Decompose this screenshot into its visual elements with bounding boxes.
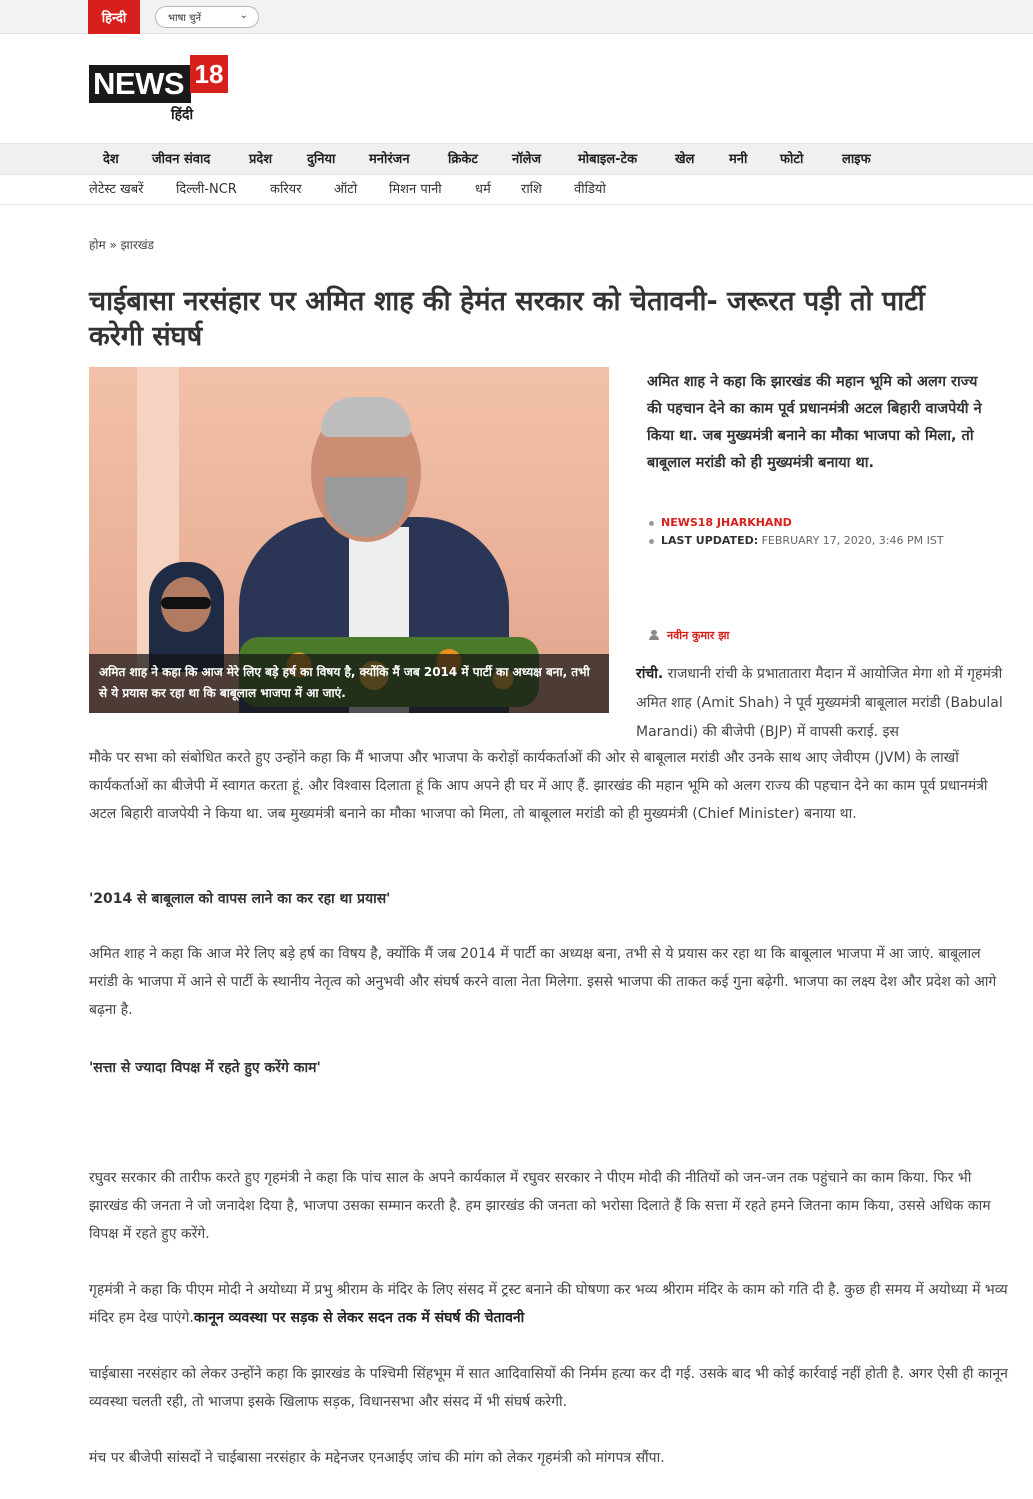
top-bar (0, 0, 1033, 34)
nav2-item-rashi[interactable]: राशि (521, 182, 542, 197)
breadcrumb-section[interactable]: झारखंड (120, 238, 154, 252)
nav-item-khel[interactable]: खेल (675, 152, 695, 167)
article-meta (647, 514, 944, 550)
article-paragraph: मौके पर सभा को संबोधित करते हुए उन्होंने कहा कि मैं भाजपा और भाजपा के करोड़ों कार्यकर्ताओं की ओर से बाबूलाल मरांडी और उनके साथ आए जेवीएम (JVM) के लाखों कार्यकर्ताओं का बीजेपी में स्वागत करता हूं. और विश्वास दिलाता हूं कि आप अपने ही घर में आए हैं. झारखंड की महान भूमि को अलग राज्य की पहचान देने का काम पूर्व प्रधानमंत्री अटल बिहारी वाजपेयी ने किया था. जब मुख्यमंत्री बनाने का मौका भाजपा को मिला, तो बाबूलाल मरांडी को ही मुख्यमंत्री (Chief Minister) बनाया था. (89, 750, 988, 822)
last-updated-label: LAST UPDATED: (661, 534, 759, 547)
dateline: रांची. (636, 666, 664, 682)
breadcrumb-separator: » (109, 238, 117, 252)
article-source[interactable]: NEWS18 JHARKHAND (661, 516, 792, 529)
article-paragraph: मंच पर बीजेपी सांसदों ने चाईबासा नरसंहार के मद्देनजर एनआईए जांच की मांग को लेकर गृहमंत्री को मांगपत्र सौंपा. (89, 1450, 665, 1466)
nav2-item-video[interactable]: वीडियो (574, 182, 606, 197)
article-paragraph-intro: रांची. राजधानी रांची के प्रभातातारा मैदान में आयोजित मेगा शो में गृहमंत्री अमित शाह (Amit Shah) ने पूर्व मुख्यमंत्री बाबूलाल मरांडी (Babulal Marandi) की बीजेपी (BJP) में वापसी कराई. इस (636, 666, 1003, 740)
nav-item-pradesh[interactable]: प्रदेश (249, 152, 273, 167)
nav2-item-career[interactable]: करियर (270, 182, 302, 197)
article-author[interactable] (649, 628, 729, 643)
chevron-down-icon: ⌄ (239, 10, 248, 21)
language-select-label: भाषा चुनें (168, 13, 202, 24)
nav-item-money[interactable]: मनी (729, 152, 748, 167)
article-subheading: '2014 से बाबूलाल को वापस लाने का कर रहा था प्रयास' (89, 891, 391, 907)
logo-hindi-text: हिंदी (171, 107, 194, 123)
nav-item-duniya[interactable]: दुनिया (307, 152, 336, 167)
article-paragraph: गृहमंत्री ने कहा कि पीएम मोदी ने अयोध्या में प्रभु श्रीराम के मंदिर के लिए संसद में ट्रस्ट बनाने की घोषणा कर भव्य श्रीराम मंदिर के काम को गति दी है. कुछ ही समय में अयोध्या में भव्य मंदिर हम देख पाएंगे.कानून व्यवस्था पर सड़क से लेकर सदन तक में संघर्ष की चेतावनी (89, 1282, 1008, 1326)
article-hero-image (89, 367, 609, 713)
breadcrumb-home[interactable]: होम (89, 238, 106, 252)
nav2-item-latest[interactable]: लेटेस्ट खबरें (89, 182, 144, 197)
nav-item-life[interactable]: लाइफ (842, 152, 871, 167)
logo-18-badge: 18 (190, 55, 228, 93)
nav-item-desh[interactable]: देश (103, 152, 119, 167)
nav-item-knowledge[interactable]: नॉलेज (512, 152, 542, 167)
image-caption: अमित शाह ने कहा कि आज मेरे लिए बड़े हर्ष का विषय है, क्योंकि मैं जब 2014 में पार्टी का अध्यक्ष बना, तभी से ये प्रयास कर रहा था कि बाबूलाल भाजपा में आ जाएं. (89, 654, 609, 713)
inline-subheading: कानून व्यवस्था पर सड़क से लेकर सदन तक में संघर्ष की चेतावनी (193, 1310, 525, 1326)
language-tab-hindi[interactable]: हिन्दी (88, 0, 140, 34)
article-paragraph: चाईबासा नरसंहार को लेकर उन्होंने कहा कि झारखंड के पश्चिमी सिंहभूम में सात आदिवासियों की निर्मम हत्या कर दी गई. उसके बाद भी कोई कार्रवाई नहीं होती है. अगर ऐसी ही कानून व्यवस्था चलती रही, तो भाजपा इसके खिलाफ सड़क, विधानसभा और संसद में भी संघर्ष करेगी. (89, 1366, 1008, 1410)
primary-nav (0, 143, 1033, 175)
nav-item-cricket[interactable]: क्रिकेट (448, 152, 478, 167)
nav-item-photo[interactable]: फोटो (780, 152, 804, 167)
article-paragraph: अमित शाह ने कहा कि आज मेरे लिए बड़े हर्ष का विषय है, क्योंकि मैं जब 2014 में पार्टी का अध्यक्ष बना, तभी से ये प्रयास कर रहा था कि बाबूलाल भाजपा में आ जाएं. बाबूलाल मरांडी के भाजपा में आने से पार्टी के स्थानीय नेतृत्व को अनुभवी और संघर्ष करने वाला नेता मिलेगा. इससे भाजपा की ताकत कई गुना बढ़ेगी. भाजपा का लक्ष्य देश और प्रदेश को आगे बढ़ना है. (89, 946, 997, 1018)
secondary-nav (0, 175, 1033, 205)
nav-item-manoranjan[interactable]: मनोरंजन (369, 152, 410, 167)
nav2-item-mission-paani[interactable]: मिशन पानी (389, 182, 442, 197)
article-summary: अमित शाह ने कहा कि झारखंड की महान भूमि को अलग राज्य की पहचान देने का काम पूर्व प्रधानमंत्री अटल बिहारी वाजपेयी ने किया था. जब मुख्यमंत्री बनाने का मौका भाजपा को मिला, तो बाबूलाल मरांडी को ही मुख्यमंत्री बनाया था. (647, 374, 982, 471)
last-updated-value: FEBRUARY 17, 2020, 3:46 PM IST (761, 534, 944, 547)
author-name: नवीन कुमार झा (667, 629, 730, 642)
article-headline: चाईबासा नरसंहार पर अमित शाह की हेमंत सरकार को चेतावनी- जरूरत पड़ी तो पार्टी करेगी संघर्ष (89, 286, 925, 352)
nav2-item-auto[interactable]: ऑटो (334, 182, 358, 197)
nav2-item-delhi-ncr[interactable]: दिल्ली-NCR (176, 182, 237, 197)
site-logo[interactable] (89, 55, 229, 125)
breadcrumb (89, 236, 154, 253)
nav-item-jeevan-samvad[interactable]: जीवन संवाद (152, 152, 211, 167)
nav2-item-dharm[interactable]: धर्म (475, 182, 491, 197)
article-subheading: 'सत्ता से ज्यादा विपक्ष में रहते हुए करेंगे काम' (89, 1060, 321, 1076)
nav-item-mobile-tech[interactable]: मोबाइल-टेक (578, 152, 638, 167)
article-paragraph: रघुवर सरकार की तारीफ करते हुए गृहमंत्री ने कहा कि पांच साल के अपने कार्यकाल में रघुवर सरकार ने पीएम मोदी की नीतियों को जन-जन तक पहुंचाने का काम किया. फिर भी झारखंड की जनता ने जो जनादेश दिया है, भाजपा उसका सम्मान करती है. हम झारखंड की जनता को भरोसा दिलाते हैं कि सत्ता में रहते हमने जितना काम किया, उससे अधिक काम विपक्ष में रहते हुए करेंगे. (89, 1170, 991, 1242)
language-select[interactable] (155, 6, 259, 28)
logo-news-text: NEWS (89, 65, 191, 103)
user-icon (649, 630, 659, 640)
